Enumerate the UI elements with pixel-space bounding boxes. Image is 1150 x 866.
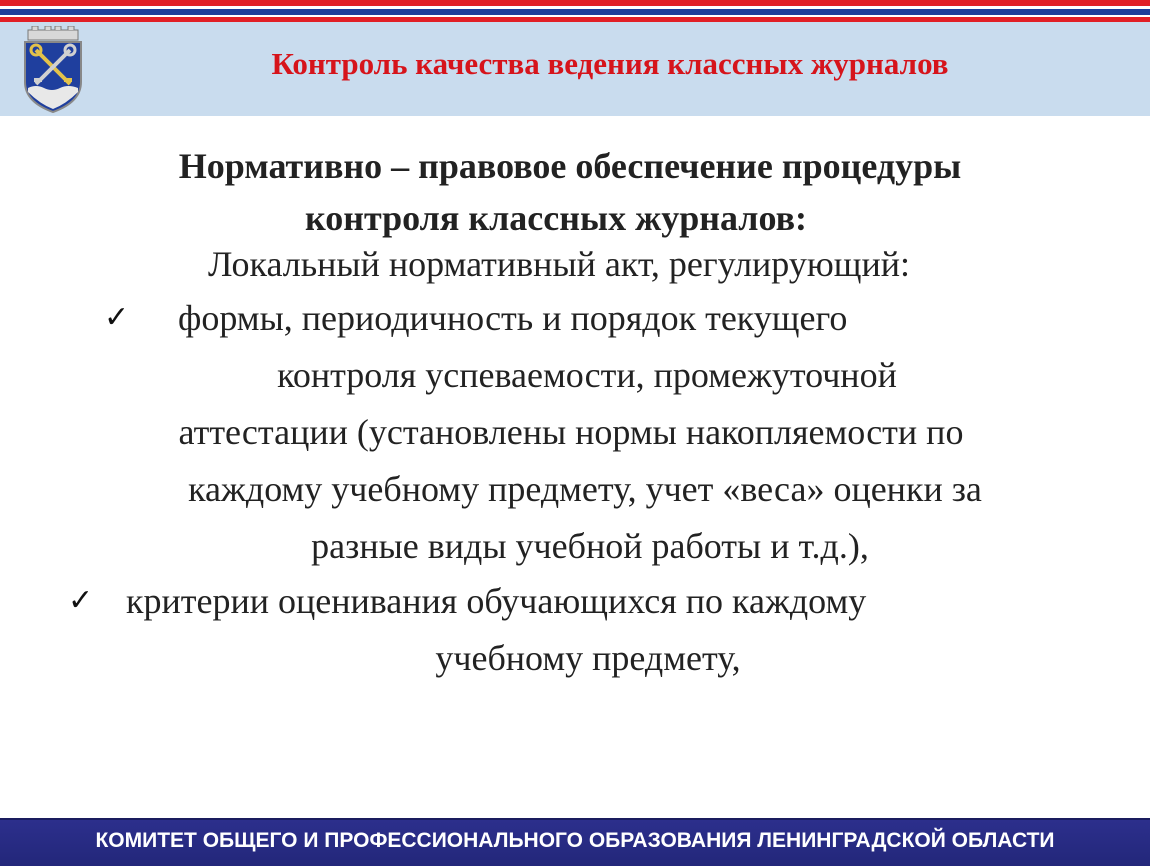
footer-text: КОМИТЕТ ОБЩЕГО И ПРОФЕССИОНАЛЬНОГО ОБРАЗОВАНИЯ ЛЕНИНГРАДСКОЙ ОБЛАСТИ (95, 829, 1055, 852)
heading-line-1: Нормативно – правовое обеспечение процедуры (178, 146, 962, 186)
bullet1-line-5: разные виды учебной работы и т.д.), (311, 526, 869, 566)
heading-line-2: контроля классных журналов: (304, 198, 807, 238)
bullet1-line-1: формы, периодичность и порядок текущего (178, 298, 848, 338)
footer-bar (0, 818, 1150, 866)
intro-text: Локальный нормативный акт, регулирующий: (208, 244, 910, 284)
checkmark-icon: ✓ (68, 583, 94, 618)
flag-stripes (0, 0, 1150, 22)
bullet2-line-1: критерии оценивания обучающихся по каждому (126, 581, 867, 621)
bullet2-line-2: учебному предмету, (435, 638, 741, 678)
bullet1-line-4: каждому учебному предмету, учет «веса» оценки за (188, 469, 982, 509)
bullet1-line-3: аттестации (установлены нормы накопляемости по (178, 412, 964, 452)
coat-of-arms-icon (22, 26, 84, 114)
page-title: Контроль качества ведения классных журналов (271, 46, 949, 81)
checkmark-icon: ✓ (104, 300, 130, 335)
bullet1-line-2: контроля успеваемости, промежуточной (277, 355, 897, 395)
